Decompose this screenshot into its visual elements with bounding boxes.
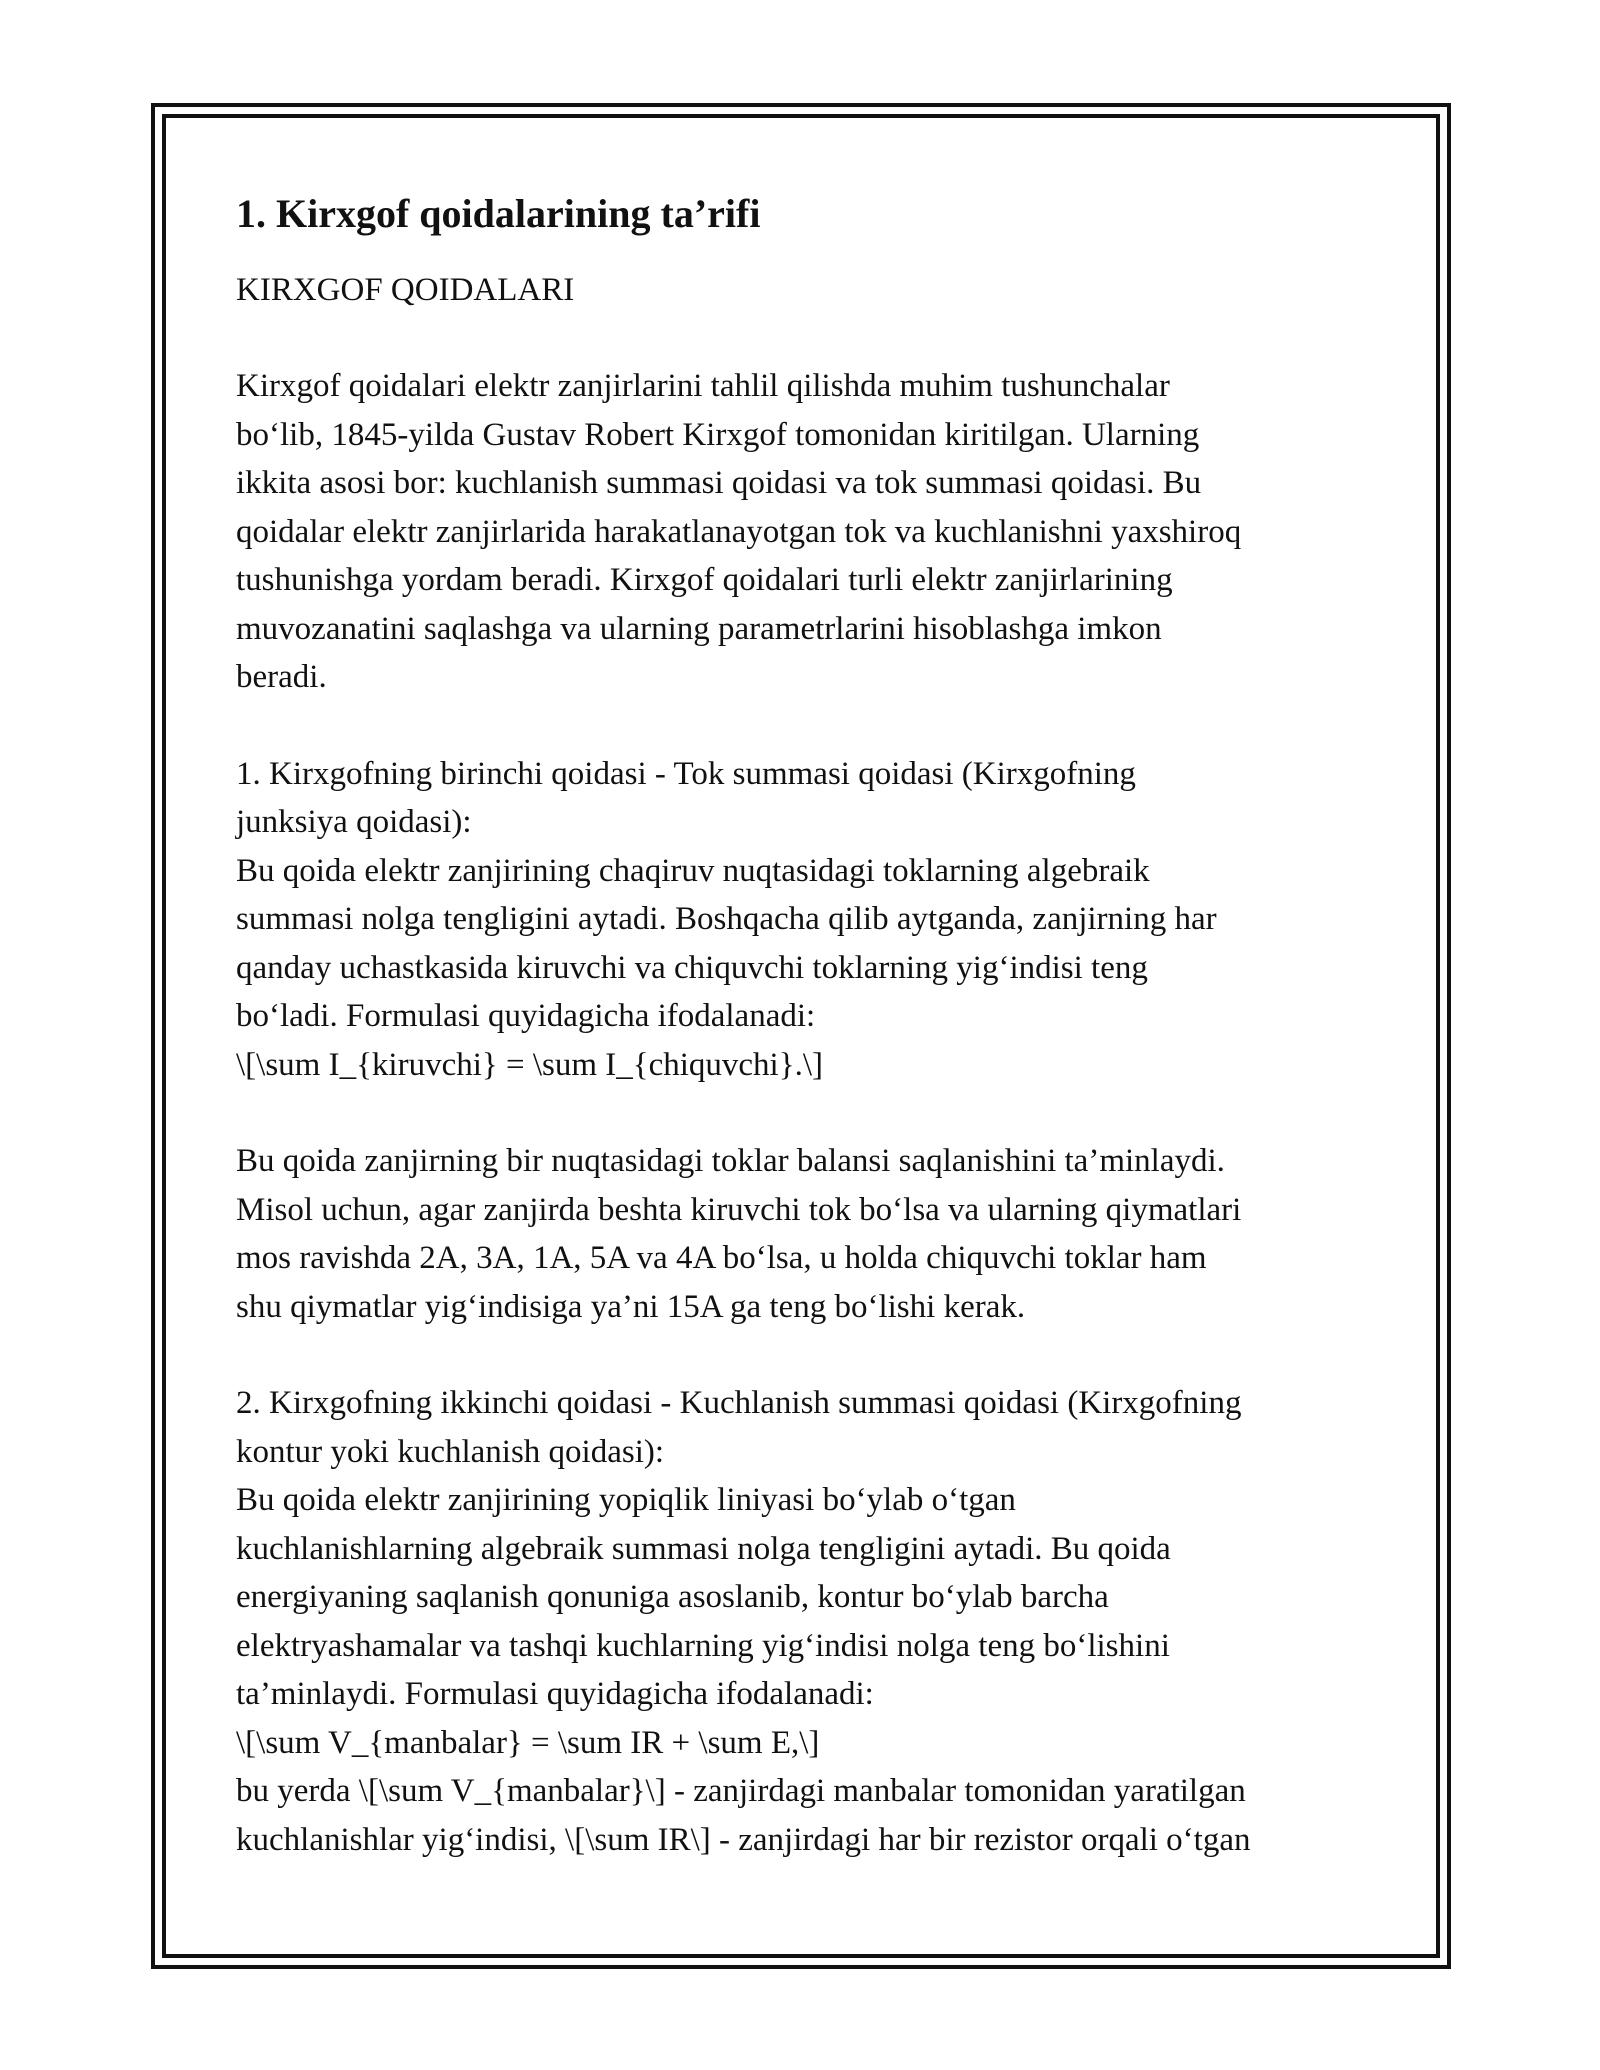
document-subtitle: KIRXGOF QOIDALARI <box>236 272 575 308</box>
paragraph-first-rule-example: Bu qoida zanjirning bir nuqtasidagi toklar balansi saqlanishini ta’minlaydi. Misol uchun, agar zanjirda beshta kiruvchi tok bo‘lsa va ularning qiymatlari mos ravishda 2A, 3A, 1A, 5A va 4A bo‘lsa, u holda chiquvchi toklar ham shu qiymatlar yig‘indisiga ya’ni 15A ga teng bo‘lishi kerak. <box>236 1143 1242 1325</box>
section-heading: 1. Kirxgof qoidalarining ta’rifi <box>236 191 761 236</box>
spacer <box>236 702 1386 750</box>
document-body <box>236 186 1386 1864</box>
paragraph-second-rule: 2. Kirxgofning ikkinchi qoidasi - Kuchlanish summasi qoidasi (Kirxgofning kontur yoki kuchlanish qoidasi): Bu qoida elektr zanjirining yopiqlik liniyasi bo‘ylab o‘tgan kuchlanishlarning algebraik summasi nolga tengligini aytadi. Bu qoida energiyaning saqlanish qonuniga asoslanib, kontur bo‘ylab barcha elektryashamalar va tashqi kuchlarning yig‘indisi nolga teng bo‘lishini ta’minlaydi. Formulasi quyidagicha ifodalanadi: \[\sum V_{manbalar} = \sum IR + \sum E,\] bu yerda \[\sum V_{manbalar}\] - zanjirdagi manbalar tomonidan yaratilgan kuchlanishlar yig‘indisi, \[\sum IR\] - zanjirdagi har bir rezistor orqali o‘tgan <box>236 1385 1251 1858</box>
spacer <box>236 1089 1386 1137</box>
spacer <box>236 314 1386 362</box>
paragraph-intro: Kirxgof qoidalari elektr zanjirlarini tahlil qilishda muhim tushunchalar bo‘lib, 1845-yilda Gustav Robert Kirxgof tomonidan kiritilgan. Ularning ikkita asosi bor: kuchlanish summasi qoidasi va tok summasi qoidasi. Bu qoidalar elektr zanjirlarida harakatlanayotgan tok va kuchlanishni yaxshiroq tushunishga yordam beradi. Kirxgof qoidalari turli elektr zanjirlarining muvozanatini saqlashga va ularning parametrlarini hisoblashga imkon beradi. <box>236 368 1242 695</box>
spacer <box>236 1331 1386 1379</box>
paragraph-first-rule: 1. Kirxgofning birinchi qoidasi - Tok summasi qoidasi (Kirxgofning junksiya qoidasi): Bu qoida elektr zanjirining chaqiruv nuqtasidagi toklarning algebraik summasi nolga tengligini aytadi. Boshqacha qilib aytganda, zanjirning har qanday uchastkasida kiruvchi va chiquvchi toklarning yig‘indisi teng bo‘ladi. Formulasi quyidagicha ifodalanadi: \[\sum I_{kiruvchi} = \sum I_{chiquvchi}.\] <box>236 755 1217 1083</box>
